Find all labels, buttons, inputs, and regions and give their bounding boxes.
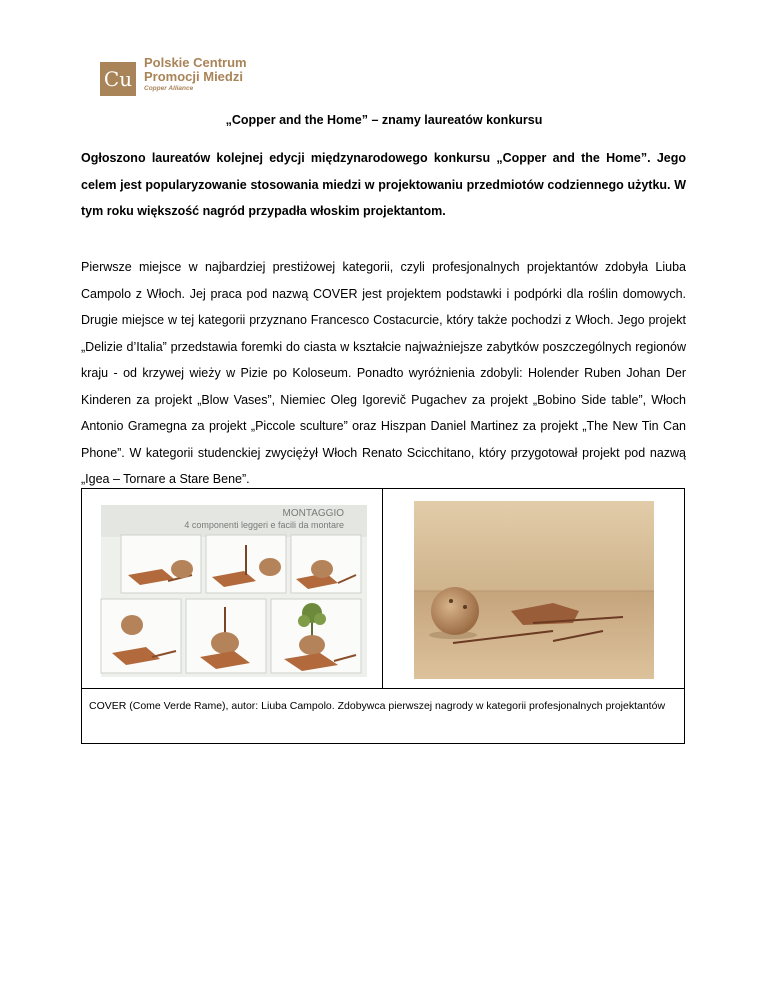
figure-table <box>81 488 685 744</box>
logo <box>100 56 300 96</box>
figure-cell-assembly <box>82 489 383 688</box>
logo-text <box>144 56 247 94</box>
logo-line-3: Copper Alliance <box>144 85 194 92</box>
document-title: „Copper and the Home” – znamy laureatów konkursu <box>225 113 543 127</box>
body-paragraph: Pierwsze miejsce w najbardziej prestiżowej kategorii, czyli profesjonalnych projektantów zdobyła Liuba Campolo z Włoch. Jej praca pod nazwą COVER jest projektem podstawki i podpórki dla roślin domowych. Drugie miejsce w tej kategorii przyznano Francesco Costacurcie, który także pochodzi z Włoch. Jego projekt „Delizie d’Italia” przedstawia foremki do ciasta w kształcie najważniejsze zabytków poszczególnych regionów kraju - od krzywej wieży w Pizie po Koloseum. Ponadto wyróżnienia zdobyli: Holender Ruben Johan Der Kinderen za projekt „Blow Vases”, Niemiec Oleg Igorevič Pugachev za projekt „Bobino Side table”, Włoch Antonio Gramegna za projekt „Piccole sculture” oraz Hiszpan Daniel Martinez za projekt „The New Tin Can Phone”. W kategorii studenckiej zwyciężył Włoch Renato Scicchitano, który przygotował projekt pod nazwą „Igea – Tornare a Stare Bene”. <box>81 260 686 486</box>
product-render-image <box>383 489 684 688</box>
assembly-image <box>82 489 382 688</box>
logo-line-2: Promocji Miedzi <box>144 69 243 84</box>
figure-caption: COVER (Come Verde Rame), autor: Liuba Campolo. Zdobywca pierwszej nagrody w kategorii profesjonalnych projektantów <box>89 700 666 712</box>
figure-cell-render <box>383 489 684 688</box>
logo-symbol: Cu <box>100 62 136 96</box>
logo-line-1: Polskie Centrum <box>144 55 247 70</box>
assembly-subheading: 4 componenti leggeri e facili da montare <box>184 520 344 530</box>
assembly-heading: MONTAGGIO <box>282 508 344 519</box>
lead-paragraph: Ogłoszono laureatów kolejnej edycji międzynarodowego konkursu „Copper and the Home”. Jego celem jest popularyzowanie stosowania miedzi w projektowaniu przedmiotów codziennego użytku. W tym roku większość nagród przypadła włoskim projektantom. <box>81 151 686 218</box>
figure-image-row <box>82 489 684 689</box>
